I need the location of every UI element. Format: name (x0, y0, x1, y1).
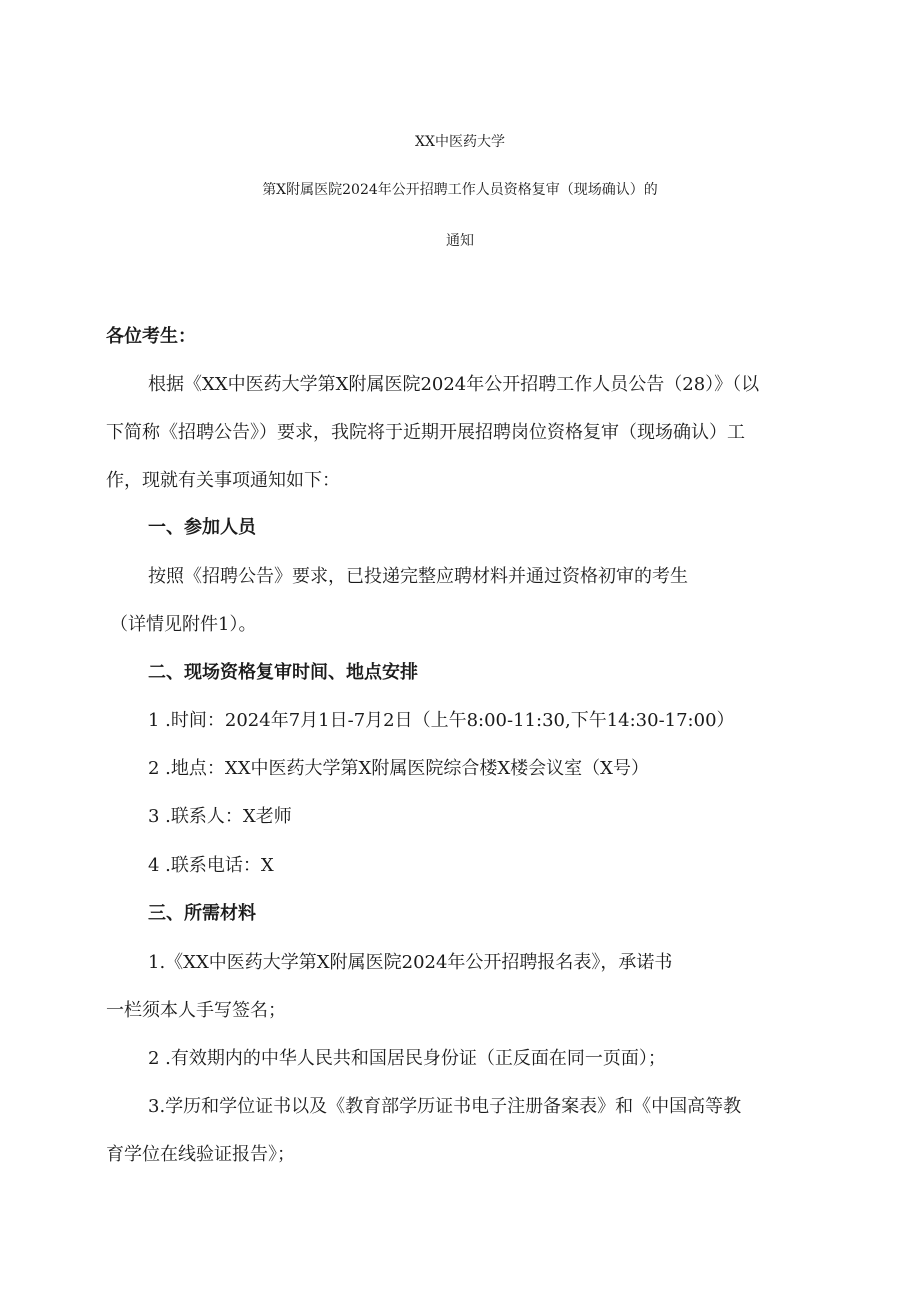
title-line-2: 第X附属医院2024年公开招聘工作人员资格复审（现场确认）的 (262, 182, 658, 198)
section1-line-2: （详情见附件1）。 (110, 614, 257, 635)
section2-item-3: 3 .联系人：X老师 (148, 806, 292, 827)
salutation: 各位考生： (106, 326, 196, 347)
section3-heading: 三、所需材料 (148, 903, 256, 924)
section1-line-1: 按照《招聘公告》要求，已投递完整应聘材料并通过资格初审的考生 (148, 566, 688, 587)
intro-line-3: 作，现就有关事项通知如下： (106, 470, 340, 491)
section2-heading: 二、现场资格复审时间、地点安排 (148, 662, 418, 683)
section1-heading: 一、参加人员 (148, 517, 256, 538)
intro-line-2: 下简称《招聘公告》）要求，我院将于近期开展招聘岗位资格复审（现场确认）工 (106, 422, 745, 443)
title-line-1: XX中医药大学 (415, 134, 505, 150)
section3-item-3-line-1: 3.学历和学位证书以及《教育部学历证书电子注册备案表》和《中国高等教 (148, 1096, 742, 1117)
section2-item-1: 1 .时间：2024年7月1日-7月2日（上午8:00-11:30,下午14:30-17:00） (148, 710, 735, 731)
title-line-3: 通知 (446, 233, 474, 249)
section2-item-2: 2 .地点：XX中医药大学第X附属医院综合楼X楼会议室（X号） (148, 758, 649, 779)
section3-item-3-line-2: 育学位在线验证报告》； (106, 1144, 295, 1165)
section3-item-1-line-1: 1.《XX中医药大学第X附属医院2024年公开招聘报名表》，承诺书 (148, 952, 673, 973)
section3-item-2: 2 .有效期内的中华人民共和国居民身份证（正反面在同一页面）； (148, 1048, 666, 1069)
intro-line-1: 根据《XX中医药大学第X附属医院2024年公开招聘工作人员公告（28）》（以 (148, 374, 760, 395)
section3-item-1-line-2: 一栏须本人手写签名； (106, 1000, 286, 1021)
section2-item-4: 4 .联系电话：X (148, 855, 274, 876)
